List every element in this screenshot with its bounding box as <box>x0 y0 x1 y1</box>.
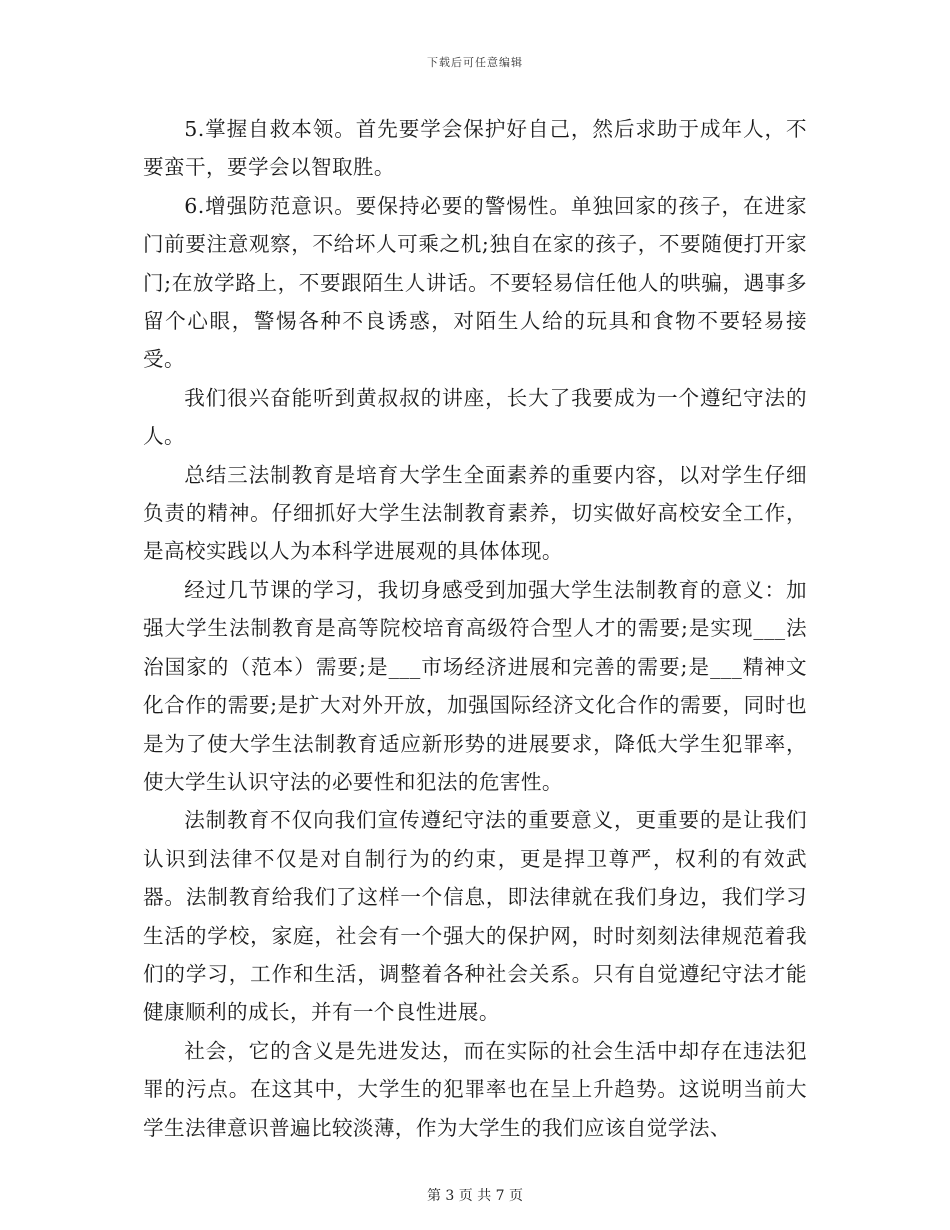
document-body <box>143 110 807 1147</box>
paragraph-importance: 法制教育不仅向我们宣传遵纪守法的重要意义，更重要的是让我们认识到法律不仅是对自制行为的约束，更是捍卫尊严，权利的有效武器。法制教育给我们了这样一个信息，即法律就在我们身边，我们学习生活的学校，家庭，社会有一个强大的保护网，时时刻刻法律规范着我们的学习，工作和生活，调整着各种社会关系。只有自觉遵纪守法才能健康顺利的成长，并有一个良性进展。 <box>143 808 807 1025</box>
paragraph-lecture: 我们很兴奋能听到黄叔叔的讲座，长大了我要成为一个遵纪守法的人。 <box>143 385 807 449</box>
paragraph-significance: 经过几节课的学习，我切身感受到加强大学生法制教育的意义：加强大学生法制教育是高等院校培育高级符合型人才的需要;是实现___法治国家的（范本）需要;是___市场经济进展和完善的需要;是___精神文化合作的需要;是扩大对外开放，加强国际经济文化合作的需要，同时也是为了使大学生法制教育适应新形势的进展要求，降低大学生犯罪率，使大学生认识守法的必要性和犯法的危害性。 <box>143 577 807 794</box>
page-number: 第 3 页 共 7 页 <box>426 1188 524 1204</box>
paragraph-society: 社会，它的含义是先进发达，而在实际的社会生活中却存在违法犯罪的污点。在这其中，大学生的犯罪率也在呈上升趋势。这说明当前大学生法律意识普遍比较淡薄，作为大学生的我们应该自觉学法、 <box>143 1038 807 1140</box>
paragraph-self-rescue: 5.掌握自救本领。首先要学会保护好自己，然后求助于成年人，不要蛮干，要学会以智取胜。 <box>143 117 807 180</box>
paragraph-summary-three: 总结三法制教育是培育大学生全面素养的重要内容，以对学生仔细负责的精神。仔细抓好大学生法制教育素养，切实做好高校安全工作，是高校实践以人为本科学进展观的具体体现。 <box>143 462 807 564</box>
paragraph-prevention: 6.增强防范意识。要保持必要的警惕性。单独回家的孩子，在进家门前要注意观察，不给坏人可乘之机;独自在家的孩子，不要随便打开家门;在放学路上，不要跟陌生人讲话。不要轻易信任他人的哄骗，遇事多留个心眼，警惕各种不良诱惑，对陌生人给的玩具和食物不要轻易接受。 <box>143 193 807 372</box>
header-note: 下载后可任意编辑 <box>427 56 523 69</box>
